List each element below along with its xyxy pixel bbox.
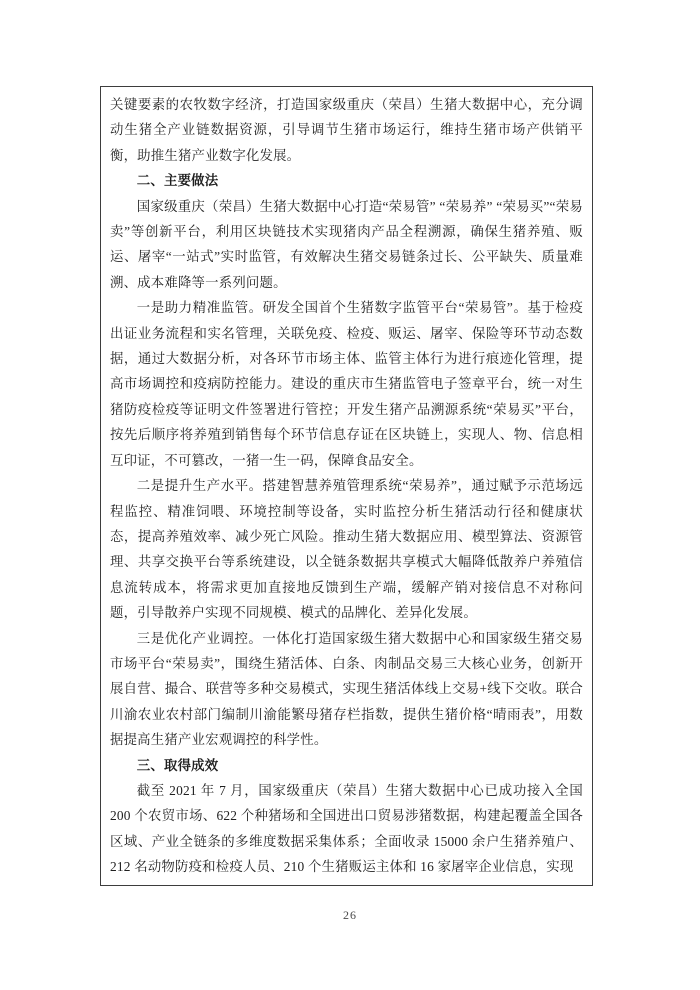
body-paragraph: 一是助力精准监管。研发全国首个生猪数字监管平台“荣易管”。基于检疫出证业务流程和实名管理，关联免疫、检疫、贩运、屠宰、保险等环节动态数据，通过大数据分析，对各环节市场主体、监管主体行为进行痕迹化管理，提高市场调控和疫病防控能力。建设的重庆市生猪监管电子签章平台，统一对生猪防疫检疫等证明文件签署进行管控；开发生猪产品溯源系统“荣易买”平台，按先后顺序将养殖到销售每个环节信息存证在区块链上，实现人、物、信息相互印证，不可篡改，一猪一生一码，保障食品安全。 — [110, 300, 583, 468]
content-border-box — [100, 86, 593, 886]
section-heading: 三、取得成效 — [136, 757, 219, 773]
document-body — [110, 92, 583, 880]
body-paragraph: 二是提升生产水平。搭建智慧养殖管理系统“荣易养”，通过赋予示范场远程监控、精准饲喂、环境控制等设备，实时监控分析生猪活动行径和健康状态，提高养殖效率、减少死亡风险。推动生猪大数据应用、模型算法、资源管理、共享交换平台等系统建设，以全链条数据共享模式大幅降低散养户养殖信息流转成本，将需求更加直接地反馈到生产端，缓解产销对接信息不对称问题，引导散养户实现不同规模、模式的品牌化、差异化发展。 — [110, 478, 583, 621]
body-paragraph: 国家级重庆（荣昌）生猪大数据中心打造“荣易管” “荣易养” “荣易买”“荣易卖”等创新平台，利用区块链技术实现猪肉产品全程溯源，确保生猪养殖、贩运、屠宰“一站式”实时监管，有效解决生猪交易链条过长、公平缺失、质量难溯、成本难降等一系列问题。 — [110, 198, 583, 290]
body-paragraph: 关键要素的农牧数字经济，打造国家级重庆（荣昌）生猪大数据中心，充分调动生猪全产业链数据资源，引导调节生猪市场运行，维持生猪市场产供销平衡，助推生猪产业数字化发展。 — [110, 97, 583, 163]
section-heading: 二、主要做法 — [136, 173, 219, 189]
body-paragraph: 三是优化产业调控。一体化打造国家级生猪大数据中心和国家级生猪交易市场平台“荣易卖”，围绕生猪活体、白条、肉制品交易三大核心业务，创新开展自营、撮合、联营等多种交易模式，实现生猪活体线上交易+线下交收。联合川渝农业农村部门编制川渝能繁母猪存栏指数，提供生猪价格“晴雨表”，用数据提高生猪产业宏观调控的科学性。 — [110, 630, 583, 748]
body-paragraph: 截至 2021 年 7 月，国家级重庆（荣昌）生猪大数据中心已成功接入全国 200 个农贸市场、622 个种猪场和全国进出口贸易涉猪数据，构建起覆盖全国各区域、产业全链条的多维度数据采集体系；全面收录 15000 余户生猪养殖户、212 名动物防疫和检疫人员、210 个生猪贩运主体和 16 家屠宰企业信息，实现 — [110, 782, 583, 875]
page-number: 26 — [343, 908, 357, 922]
